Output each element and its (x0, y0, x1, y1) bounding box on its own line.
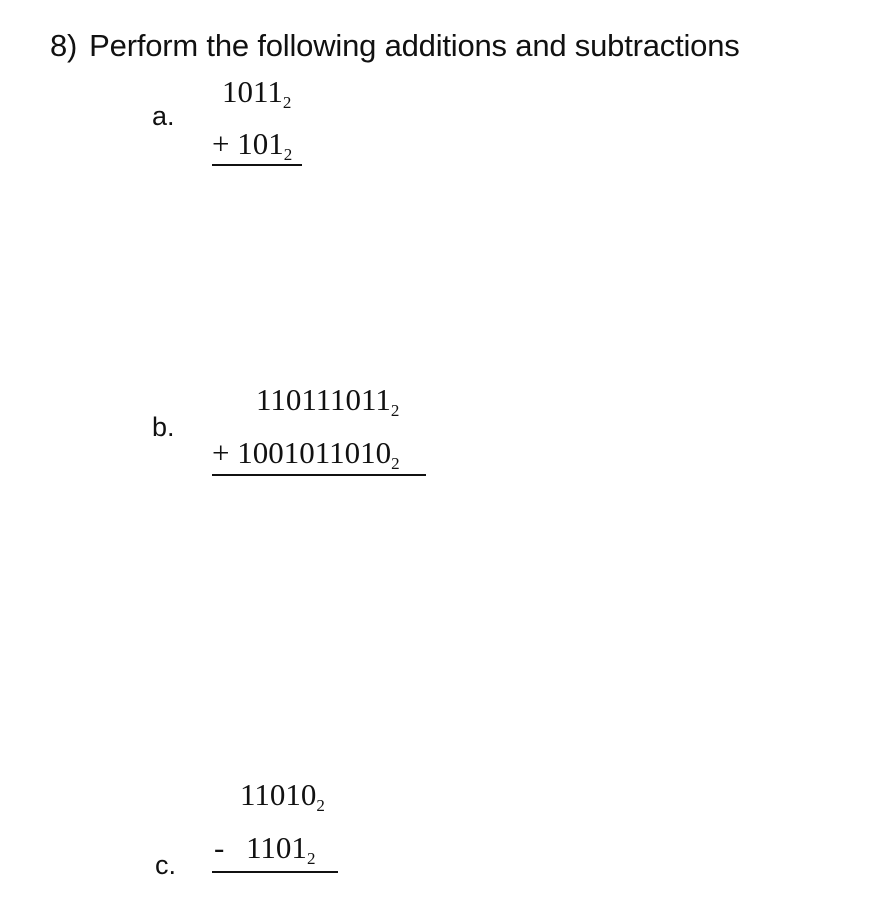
problem-b-bottom-operand (212, 435, 400, 473)
problem-c-operator: - (214, 830, 225, 865)
problem-b-top-operand (256, 382, 400, 420)
problem-c-bottom-base: 2 (306, 849, 316, 868)
problem-c-top-operand (240, 777, 325, 815)
problem-b-sum-line (212, 474, 426, 476)
problem-a-sum-line (212, 164, 302, 166)
problem-a-top-operand (222, 74, 292, 112)
problem-a-operator: + (212, 126, 230, 161)
question-text: Perform the following additions and subtractions (89, 28, 740, 63)
problem-c-difference-line (212, 871, 338, 873)
question-heading (50, 28, 740, 64)
problem-b-bottom-value: 1001011010 (237, 435, 392, 470)
problem-c-bottom-value: 1101 (246, 830, 307, 865)
problem-a-top-base: 2 (282, 93, 292, 112)
problem-c-bottom-operand (214, 830, 316, 868)
problem-c-top-value: 11010 (240, 777, 317, 812)
problem-b-top-base: 2 (390, 401, 400, 420)
problem-b-label: b. (152, 412, 175, 442)
problem-c-top-base: 2 (316, 796, 325, 815)
problem-b-bottom-base: 2 (391, 454, 400, 473)
problem-a-bottom-operand (212, 126, 293, 164)
question-number: 8) (50, 28, 78, 63)
problem-b-operator: + (212, 435, 230, 470)
problem-b-top-value: 110111011 (256, 382, 391, 417)
problem-a-label: a. (152, 101, 175, 131)
problem-a-bottom-value: 101 (237, 126, 284, 161)
problem-a-bottom-base: 2 (283, 145, 293, 164)
problem-c-label: c. (155, 850, 177, 880)
problem-a-top-value: 1011 (222, 74, 283, 109)
